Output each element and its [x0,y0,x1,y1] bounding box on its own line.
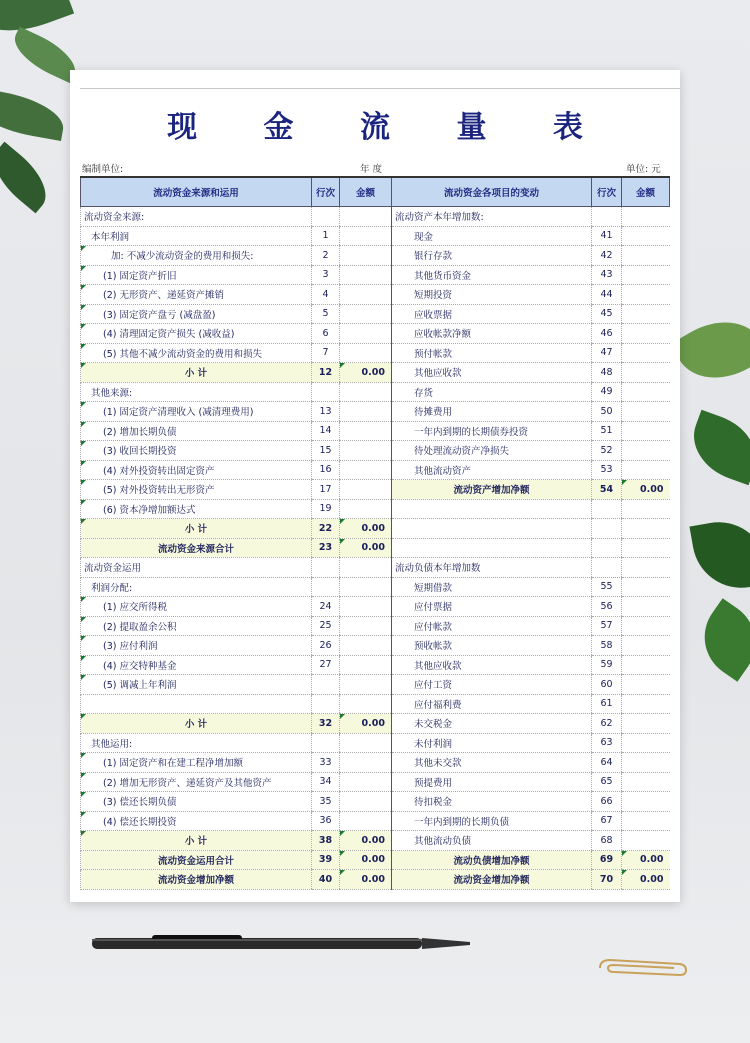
left-amount-cell [340,304,392,324]
right-item-cell: 其他未交款 [392,753,592,773]
right-item-cell: 待扣税金 [392,792,592,812]
right-amount-cell [622,441,670,461]
right-amount-cell [622,538,670,558]
right-item-cell: 流动负债本年增加数 [392,558,592,578]
left-amount-cell [340,733,392,753]
right-row-number: 41 [592,226,622,246]
left-amount-cell [340,226,392,246]
header-right-item: 流动资金各项目的变动 [392,177,592,207]
table-row [81,480,670,500]
left-row-number: 3 [312,265,340,285]
right-amount-cell [622,694,670,714]
right-item-cell: 待处理流动资产净损失 [392,441,592,461]
left-item-cell: 加: 不减少流动资金的费用和损失: [81,246,312,266]
right-amount-cell [622,207,670,227]
left-amount-cell: 0.00 [340,850,392,870]
left-row-number [312,577,340,597]
right-row-number: 66 [592,792,622,812]
right-amount-cell [622,558,670,578]
left-amount-cell: 0.00 [340,870,392,890]
right-amount-cell [622,597,670,617]
right-amount-cell [622,499,670,519]
left-row-number: 17 [312,480,340,500]
left-item-cell: 本年利润 [81,226,312,246]
right-item-cell: 其他应收款 [392,363,592,383]
left-row-number: 39 [312,850,340,870]
left-row-number: 40 [312,870,340,890]
right-item-cell [392,519,592,539]
left-amount-cell [340,480,392,500]
right-row-number: 60 [592,675,622,695]
right-amount-cell [622,636,670,656]
left-amount-cell: 0.00 [340,538,392,558]
left-item-cell: (3) 固定资产盘亏 (减盘盈) [81,304,312,324]
table-row [81,538,670,558]
top-rule [80,88,680,89]
right-item-cell: 流动资产本年增加数: [392,207,592,227]
right-amount-cell [622,421,670,441]
right-row-number: 55 [592,577,622,597]
left-amount-cell [340,636,392,656]
left-item-cell: (2) 提取盈余公积 [81,616,312,636]
left-row-number: 34 [312,772,340,792]
header-right-amount: 金额 [622,177,670,207]
left-amount-cell [340,343,392,363]
table-row [81,733,670,753]
right-amount-cell [622,343,670,363]
right-item-cell: 未付利润 [392,733,592,753]
header-right-row: 行次 [592,177,622,207]
right-row-number: 50 [592,402,622,422]
left-item-cell: (4) 对外投资转出固定资产 [81,460,312,480]
right-amount-cell: 0.00 [622,870,670,890]
right-row-number: 51 [592,421,622,441]
left-amount-cell [340,753,392,773]
right-row-number: 57 [592,616,622,636]
table-row [81,597,670,617]
table-row [81,772,670,792]
right-row-number [592,519,622,539]
right-item-cell: 现金 [392,226,592,246]
left-item-cell: (5) 调减上年利润 [81,675,312,695]
left-item-cell: 小 计 [81,519,312,539]
left-row-number [312,558,340,578]
right-item-cell: 短期投资 [392,285,592,305]
left-amount-cell [340,460,392,480]
right-item-cell: 预付帐款 [392,343,592,363]
left-row-number: 27 [312,655,340,675]
header-left-amount: 金额 [340,177,392,207]
table-row [81,577,670,597]
right-item-cell [392,499,592,519]
table-row [81,636,670,656]
right-item-cell: 流动资产增加净额 [392,480,592,500]
table-row [81,285,670,305]
table-row [81,265,670,285]
left-row-number: 14 [312,421,340,441]
left-row-number [312,694,340,714]
left-amount-cell [340,382,392,402]
table-row [81,343,670,363]
right-amount-cell: 0.00 [622,480,670,500]
left-item-cell: 利润分配: [81,577,312,597]
left-item-cell: (5) 对外投资转出无形资产 [81,480,312,500]
right-item-cell: 其他应收款 [392,655,592,675]
right-item-cell: 存货 [392,382,592,402]
right-amount-cell [622,304,670,324]
left-amount-cell [340,207,392,227]
right-row-number [592,538,622,558]
table-row [81,850,670,870]
right-row-number: 67 [592,811,622,831]
right-row-number: 58 [592,636,622,656]
left-amount-cell [340,811,392,831]
table-header-row [81,177,670,207]
right-row-number: 45 [592,304,622,324]
left-amount-cell: 0.00 [340,519,392,539]
left-row-number: 22 [312,519,340,539]
left-item-cell: 流动资金运用 [81,558,312,578]
left-row-number: 35 [312,792,340,812]
table-row [81,792,670,812]
right-row-number: 63 [592,733,622,753]
right-item-cell: 应付工资 [392,675,592,695]
right-item-cell: 未交税金 [392,714,592,734]
left-row-number: 32 [312,714,340,734]
left-amount-cell [340,285,392,305]
left-item-cell: 其他来源: [81,382,312,402]
left-item-cell: (6) 资本净增加额达式 [81,499,312,519]
left-item-cell [81,694,312,714]
right-item-cell: 预提费用 [392,772,592,792]
right-amount-cell [622,577,670,597]
left-item-cell: (1) 固定资产清理收入 (减清理费用) [81,402,312,422]
table-row [81,616,670,636]
left-amount-cell [340,265,392,285]
right-row-number: 46 [592,324,622,344]
left-amount-cell [340,246,392,266]
left-item-cell: (4) 应交特种基金 [81,655,312,675]
right-row-number: 61 [592,694,622,714]
left-item-cell: (3) 收回长期投资 [81,441,312,461]
table-row [81,226,670,246]
left-row-number: 24 [312,597,340,617]
header-left-row: 行次 [312,177,340,207]
right-item-cell: 应收帐款净额 [392,324,592,344]
left-item-cell: (3) 偿还长期负债 [81,792,312,812]
right-row-number: 54 [592,480,622,500]
left-item-cell: (1) 固定资产折旧 [81,265,312,285]
unit-label: 编制单位: [82,164,124,175]
left-row-number: 5 [312,304,340,324]
right-row-number: 64 [592,753,622,773]
left-item-cell: 其他运用: [81,733,312,753]
left-item-cell: 流动资金增加净额 [81,870,312,890]
right-amount-cell [622,733,670,753]
left-item-cell: 小 计 [81,714,312,734]
year-label: 年 度 [360,164,383,175]
table-row [81,694,670,714]
left-row-number: 38 [312,831,340,851]
left-amount-cell [340,499,392,519]
left-amount-cell [340,324,392,344]
table-row [81,753,670,773]
right-item-cell: 待摊费用 [392,402,592,422]
right-item-cell: 流动资金增加净额 [392,870,592,890]
left-item-cell: 小 计 [81,363,312,383]
right-amount-cell [622,265,670,285]
cash-flow-sheet [70,70,680,902]
right-row-number: 44 [592,285,622,305]
right-amount-cell [622,831,670,851]
left-amount-cell [340,772,392,792]
right-amount-cell [622,675,670,695]
left-item-cell: (5) 其他不减少流动资金的费用和损失 [81,343,312,363]
table-row [81,811,670,831]
left-amount-cell [340,694,392,714]
left-item-cell: 流动资金运用合计 [81,850,312,870]
right-amount-cell [622,792,670,812]
right-item-cell: 应收票据 [392,304,592,324]
right-item-cell: 预收帐款 [392,636,592,656]
right-amount-cell [622,811,670,831]
right-row-number [592,207,622,227]
left-row-number: 33 [312,753,340,773]
left-item-cell: (1) 固定资产和在建工程净增加额 [81,753,312,773]
left-row-number: 23 [312,538,340,558]
right-row-number: 70 [592,870,622,890]
table-row [81,831,670,851]
right-item-cell: 银行存款 [392,246,592,266]
left-amount-cell [340,792,392,812]
left-row-number: 19 [312,499,340,519]
right-row-number: 68 [592,831,622,851]
left-row-number: 1 [312,226,340,246]
right-row-number: 48 [592,363,622,383]
left-row-number: 4 [312,285,340,305]
right-amount-cell [622,226,670,246]
right-row-number: 69 [592,850,622,870]
right-amount-cell [622,460,670,480]
left-row-number: 26 [312,636,340,656]
right-row-number: 49 [592,382,622,402]
left-row-number: 36 [312,811,340,831]
left-amount-cell [340,597,392,617]
right-item-cell: 一年内到期的长期债券投资 [392,421,592,441]
left-item-cell: 流动资金来源合计 [81,538,312,558]
table-row [81,304,670,324]
table-row [81,460,670,480]
left-item-cell: (2) 增加长期负债 [81,421,312,441]
left-item-cell: (1) 应交所得税 [81,597,312,617]
right-row-number [592,558,622,578]
table-row [81,363,670,383]
left-row-number: 12 [312,363,340,383]
left-amount-cell [340,616,392,636]
left-amount-cell [340,577,392,597]
right-amount-cell [622,655,670,675]
right-item-cell: 应付帐款 [392,616,592,636]
left-row-number: 25 [312,616,340,636]
right-amount-cell [622,402,670,422]
left-row-number [312,675,340,695]
header-left-item: 流动资金来源和运用 [81,177,312,207]
table-row [81,519,670,539]
right-item-cell: 其他流动负债 [392,831,592,851]
right-item-cell: 其他货币资金 [392,265,592,285]
left-item-cell: 小 计 [81,831,312,851]
left-row-number [312,733,340,753]
right-item-cell: 应付票据 [392,597,592,617]
right-item-cell: 一年内到期的长期负债 [392,811,592,831]
right-row-number: 42 [592,246,622,266]
currency-label: 单位: 元 [626,164,661,175]
table-row [81,324,670,344]
right-row-number: 52 [592,441,622,461]
right-row-number: 56 [592,597,622,617]
left-amount-cell [340,558,392,578]
table-row [81,441,670,461]
left-amount-cell [340,675,392,695]
table-row [81,402,670,422]
right-amount-cell [622,324,670,344]
left-amount-cell [340,402,392,422]
table-row [81,421,670,441]
right-row-number: 47 [592,343,622,363]
table-row [81,655,670,675]
left-amount-cell [340,655,392,675]
right-amount-cell [622,519,670,539]
left-item-cell: (2) 增加无形资产、递延资产及其他资产 [81,772,312,792]
left-item-cell: 流动资金来源: [81,207,312,227]
right-amount-cell [622,753,670,773]
left-amount-cell: 0.00 [340,714,392,734]
left-amount-cell: 0.00 [340,831,392,851]
left-item-cell: (2) 无形资产、递延资产摊销 [81,285,312,305]
table-row [81,246,670,266]
right-item-cell: 其他流动资产 [392,460,592,480]
left-item-cell: (4) 清理固定资产损失 (减收益) [81,324,312,344]
left-row-number: 7 [312,343,340,363]
right-row-number: 62 [592,714,622,734]
right-row-number: 59 [592,655,622,675]
right-amount-cell [622,714,670,734]
right-item-cell: 应付福利费 [392,694,592,714]
right-row-number: 65 [592,772,622,792]
left-item-cell: (3) 应付利润 [81,636,312,656]
left-row-number: 2 [312,246,340,266]
right-amount-cell [622,772,670,792]
right-amount-cell [622,363,670,383]
left-amount-cell [340,441,392,461]
right-amount-cell [622,285,670,305]
right-item-cell: 短期借款 [392,577,592,597]
table-row [81,207,670,227]
paperclip-decoration [594,956,690,980]
table-row [81,714,670,734]
right-amount-cell [622,616,670,636]
left-row-number: 15 [312,441,340,461]
cash-flow-table [80,176,670,890]
table-row [81,382,670,402]
right-item-cell: 流动负债增加净额 [392,850,592,870]
pen-decoration [92,930,477,956]
left-row-number: 6 [312,324,340,344]
table-row [81,558,670,578]
right-row-number [592,499,622,519]
table-row [81,499,670,519]
right-amount-cell [622,382,670,402]
left-row-number [312,207,340,227]
table-row [81,675,670,695]
table-row [81,870,670,890]
left-amount-cell [340,421,392,441]
right-row-number: 43 [592,265,622,285]
left-row-number: 13 [312,402,340,422]
left-row-number [312,382,340,402]
left-item-cell: (4) 偿还长期投资 [81,811,312,831]
right-amount-cell: 0.00 [622,850,670,870]
right-item-cell [392,538,592,558]
left-row-number: 16 [312,460,340,480]
page-title: 现 金 流 量 表 [167,110,611,145]
right-row-number: 53 [592,460,622,480]
left-amount-cell: 0.00 [340,363,392,383]
right-amount-cell [622,246,670,266]
